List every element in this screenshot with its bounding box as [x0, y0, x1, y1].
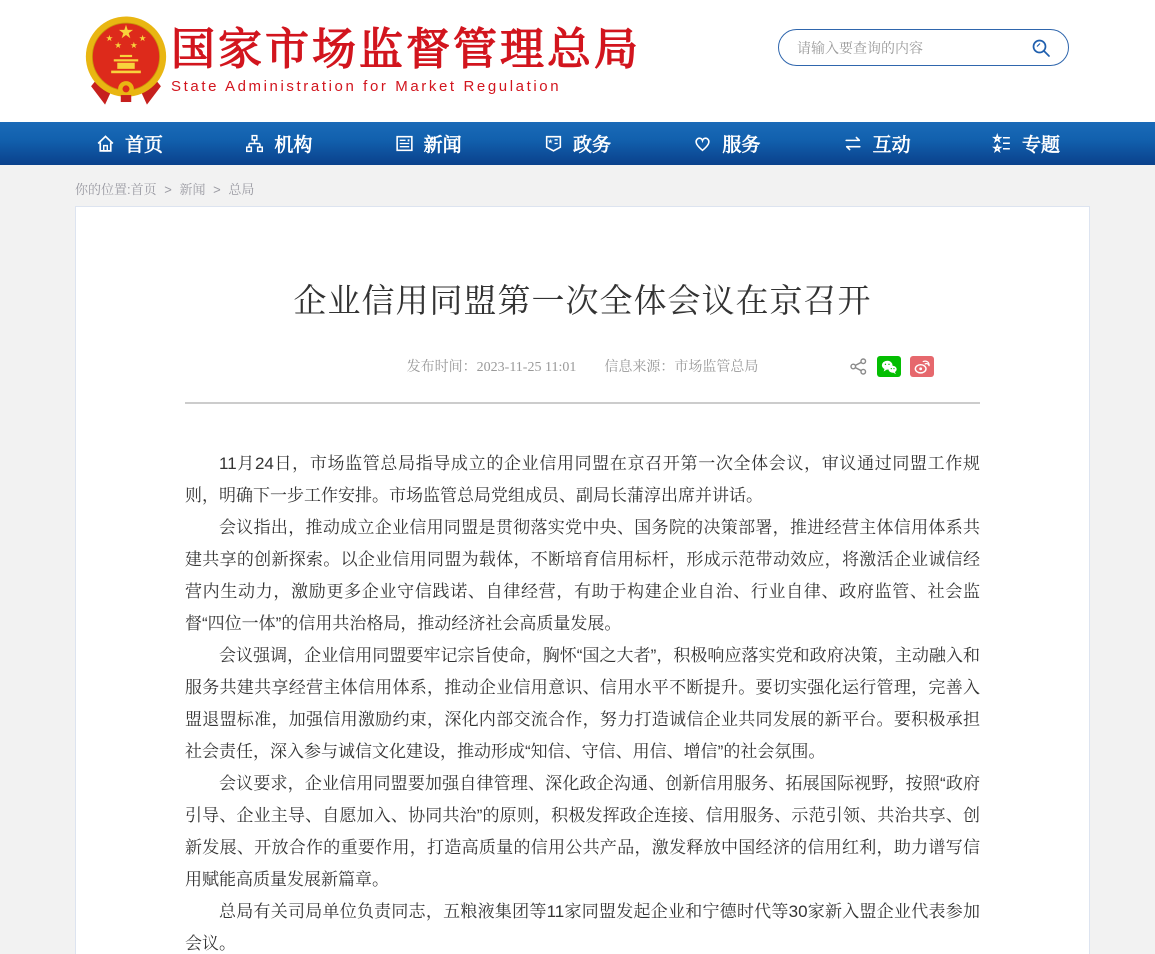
star-list-icon — [992, 133, 1013, 154]
home-icon — [95, 133, 116, 154]
org-chart-icon — [244, 133, 265, 154]
title-divider — [185, 402, 980, 404]
breadcrumb-news[interactable]: 新闻 — [179, 182, 206, 197]
nav-item-home[interactable] — [95, 130, 163, 157]
site-title-en: State Administration for Market Regulation — [171, 78, 562, 96]
breadcrumb — [75, 179, 1155, 198]
nav-item-label: 新闻 — [423, 135, 462, 156]
breadcrumb-separator: > — [164, 182, 172, 197]
search-icon — [1030, 37, 1052, 59]
share-button[interactable] — [849, 357, 868, 376]
article-paragraph: 总局有关司局单位负责同志，五粮液集团等11家同盟发起企业和宁德时代等30家新入盟企业代表参加会议。 — [185, 902, 980, 953]
search-button[interactable] — [1028, 35, 1054, 61]
share-nodes-icon — [849, 357, 868, 376]
article-paragraph: 会议要求，企业信用同盟要加强自律管理、深化政企沟通、创新信用服务、拓展国际视野，按照“政府引导、企业主导、自愿加入、协同共治”的原则，积极发挥政企连接、信用服务、示范引领、共治共享、创新发展、开放合作的重要作用，打造高质量的信用公共产品，激发释放中国经济的信用红利，助力谱写信用赋能高质量发展新篇章。 — [185, 774, 980, 889]
breadcrumb-prefix: 你的位置: — [75, 182, 131, 197]
article-paragraph: 11月24日，市场监管总局指导成立的企业信用同盟在京召开第一次全体会议，审议通过同盟工作规则，明确下一步工作安排。市场监管总局党组成员、副局长蒲淳出席并讲话。 — [185, 454, 980, 505]
breadcrumb-bureau[interactable]: 总局 — [228, 182, 255, 197]
site-header — [0, 0, 1155, 122]
source-label: 信息来源： — [604, 358, 675, 374]
share-weibo-button[interactable] — [910, 356, 934, 377]
article-paragraph: 会议指出，推动成立企业信用同盟是贯彻落实党中央、国务院的决策部署，推进经营主体信用体系共建共享的创新探索。以企业信用同盟为载体，不断培育信用标杆，形成示范带动效应，将激活企业诚信经营内生动力，激励更多企业守信践诺、自律经营，有助于构建企业自治、行业自律、政府监管、社会监督“四位一体”的信用共治格局，推动经济社会高质量发展。 — [185, 518, 980, 633]
gov-affairs-icon — [543, 133, 564, 154]
nav-item-label: 专题 — [1021, 135, 1060, 156]
main-nav — [0, 122, 1155, 165]
weibo-icon — [913, 359, 931, 375]
breadcrumb-home[interactable]: 首页 — [130, 182, 157, 197]
article-meta — [185, 356, 980, 380]
exchange-arrows-icon — [842, 133, 864, 154]
article-title: 企业信用同盟第一次全体会议在京召开 — [293, 282, 872, 319]
publish-time: 2023-11-25 11:01 — [476, 360, 577, 375]
national-emblem-logo — [82, 13, 170, 109]
article-body — [185, 448, 980, 954]
nav-item-gov[interactable] — [543, 130, 611, 157]
wechat-icon — [880, 359, 898, 375]
nav-item-label: 互动 — [872, 135, 911, 156]
site-title-block — [171, 26, 641, 95]
article-panel — [75, 206, 1090, 954]
nav-item-services[interactable] — [692, 130, 760, 157]
nav-item-interaction[interactable] — [842, 130, 911, 157]
nav-item-orgs[interactable] — [244, 130, 312, 157]
article-paragraph: 会议强调，企业信用同盟要牢记宗旨使命，胸怀“国之大者”，积极响应落实党和政府决策，主动融入和服务共建共享经营主体信用体系，推动企业信用意识、信用水平不断提升。要切实强化运行管理，完善入盟退盟标准，加强信用激励约束，深化内部交流合作，努力打造诚信企业共同发展的新平台。要积极承担社会责任，深入参与诚信文化建设，推动形成“知信、守信、用信、增信”的社会氛围。 — [185, 646, 980, 761]
nav-item-label: 服务 — [722, 135, 761, 156]
nav-item-label: 机构 — [274, 135, 313, 156]
nav-item-label: 首页 — [125, 135, 164, 156]
nav-item-label: 政务 — [572, 135, 611, 156]
publish-time-label: 发布时间： — [406, 358, 477, 374]
breadcrumb-separator: > — [213, 182, 221, 197]
share-wechat-button[interactable] — [877, 356, 901, 377]
search-box — [778, 29, 1069, 66]
site-title-zh: 国家市场监督管理总局 — [171, 25, 641, 74]
newspaper-icon — [394, 133, 415, 154]
search-input[interactable] — [797, 40, 1028, 56]
source-value: 市场监管总局 — [674, 358, 759, 374]
share-bar — [849, 356, 934, 377]
nav-item-topics[interactable] — [992, 130, 1060, 157]
heart-icon — [692, 133, 713, 154]
nav-item-news[interactable] — [394, 130, 462, 157]
